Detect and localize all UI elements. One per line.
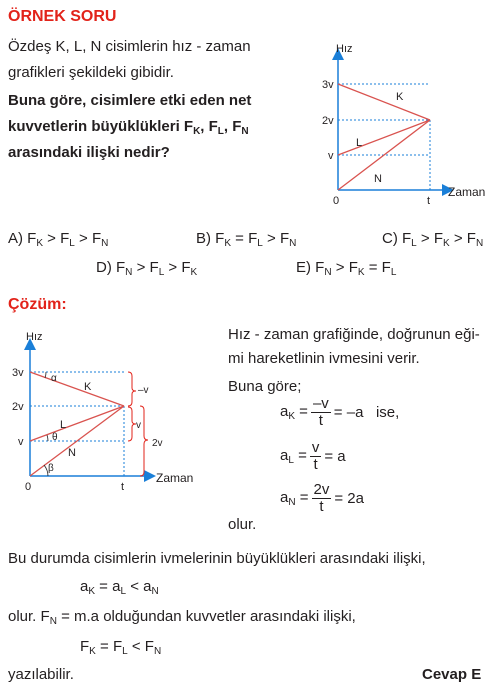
sub-k: K: [193, 126, 201, 137]
option-e[interactable]: E) $F_N > F_K = F_L$: [296, 259, 397, 278]
tick-3v: 3v: [12, 367, 24, 379]
conclusion-line-1: Bu durumda cisimlerin ivmelerinin büyüklükleri arasındaki ilişki,: [8, 550, 426, 567]
label-l: L: [356, 137, 363, 149]
equation-an: $a_N$ = $\frac{2v}{t}$ = 2a: [280, 481, 364, 515]
label-k: K: [396, 91, 404, 103]
tick-v: v: [18, 436, 24, 448]
question-line-4: kuvvetlerin büyüklükleri $F_K$, $F_L$, $F_N$: [8, 118, 249, 137]
y-axis-label: Hız: [336, 43, 353, 55]
label-k: K: [84, 381, 92, 393]
question-forces-text: kuvvetlerin büyüklükleri F: [8, 118, 194, 135]
explanation-line-3: Buna göre;: [228, 378, 302, 395]
x-axis-label: Zaman: [448, 185, 486, 199]
question-line-5: arasındaki ilişki nedir?: [8, 144, 170, 161]
tick-t: t: [427, 195, 431, 207]
tick-2v: 2v: [322, 115, 334, 127]
option-c-letter: C): [382, 230, 398, 247]
y-axis-label: Hız: [26, 331, 43, 343]
question-line-1: Özdeş K, L, N cisimlerin hız - zaman: [8, 38, 251, 55]
angle-theta: θ: [52, 432, 58, 443]
option-c[interactable]: C) $F_L > F_K > F_N$: [382, 230, 484, 249]
tick-origin: 0: [333, 195, 340, 207]
angle-alpha: α: [51, 373, 57, 384]
delta-l: v: [136, 420, 141, 431]
question-line-2: grafikleri şekildeki gibidir.: [8, 64, 174, 81]
sub-n: N: [241, 126, 249, 137]
delta-n: 2v: [152, 438, 163, 449]
explanation-line-2: mi hareketlinin ivmesini verir.: [228, 350, 420, 367]
tick-3v: 3v: [322, 79, 334, 91]
equation-ak: $a_K$ = $\frac{-v}{t}$ = –a ise,: [280, 395, 400, 429]
option-d[interactable]: D) $F_N > F_L > F_K$: [96, 259, 198, 278]
label-n: N: [374, 173, 382, 185]
explanation-line-1: Hız - zaman grafiğinde, doğrunun eği-: [228, 326, 480, 343]
option-d-letter: D): [96, 259, 112, 276]
delta-k: –v: [138, 385, 149, 396]
solution-header: Çözüm:: [8, 296, 67, 313]
sub-l: L: [217, 126, 224, 137]
option-e-letter: E): [296, 259, 311, 276]
tick-v: v: [328, 150, 334, 162]
velocity-time-graph: [300, 38, 500, 210]
label-l: L: [60, 419, 67, 431]
label-n: N: [68, 447, 76, 459]
tick-t: t: [121, 481, 125, 493]
tick-origin: 0: [25, 481, 32, 493]
tick-2v: 2v: [12, 401, 24, 413]
conclusion-line-2: olur. $F_N = m.a$ olduğundan kuvvetler arasındaki ilişki,: [8, 608, 356, 627]
conclusion-line-3: yazılabilir.: [8, 666, 74, 683]
equation-al: $a_L$ = $\frac{v}{t}$ = a: [280, 439, 346, 473]
line-k: [30, 372, 124, 406]
relation-accelerations: $a_K = a_L < a_N$: [80, 578, 159, 597]
line-k: [338, 84, 430, 120]
question-line-3: Buna göre, cisimlere etki eden net: [8, 92, 252, 109]
example-header: ÖRNEK SORU: [8, 8, 117, 25]
option-a[interactable]: A) $F_K > F_L > F_N$: [8, 230, 109, 249]
relation-forces: $F_K = F_L < F_N$: [80, 638, 162, 657]
answer: Cevap E: [422, 666, 482, 683]
angle-beta: β: [48, 463, 54, 474]
option-b[interactable]: B) $F_K = F_L > F_N$: [196, 230, 297, 249]
solution-graph: [6, 326, 220, 496]
line-l: [338, 120, 430, 155]
line-l: [30, 406, 124, 441]
option-a-letter: A): [8, 230, 23, 247]
option-b-letter: B): [196, 230, 211, 247]
x-axis-label: Zaman: [156, 471, 194, 485]
explanation-olur: olur.: [228, 516, 257, 533]
